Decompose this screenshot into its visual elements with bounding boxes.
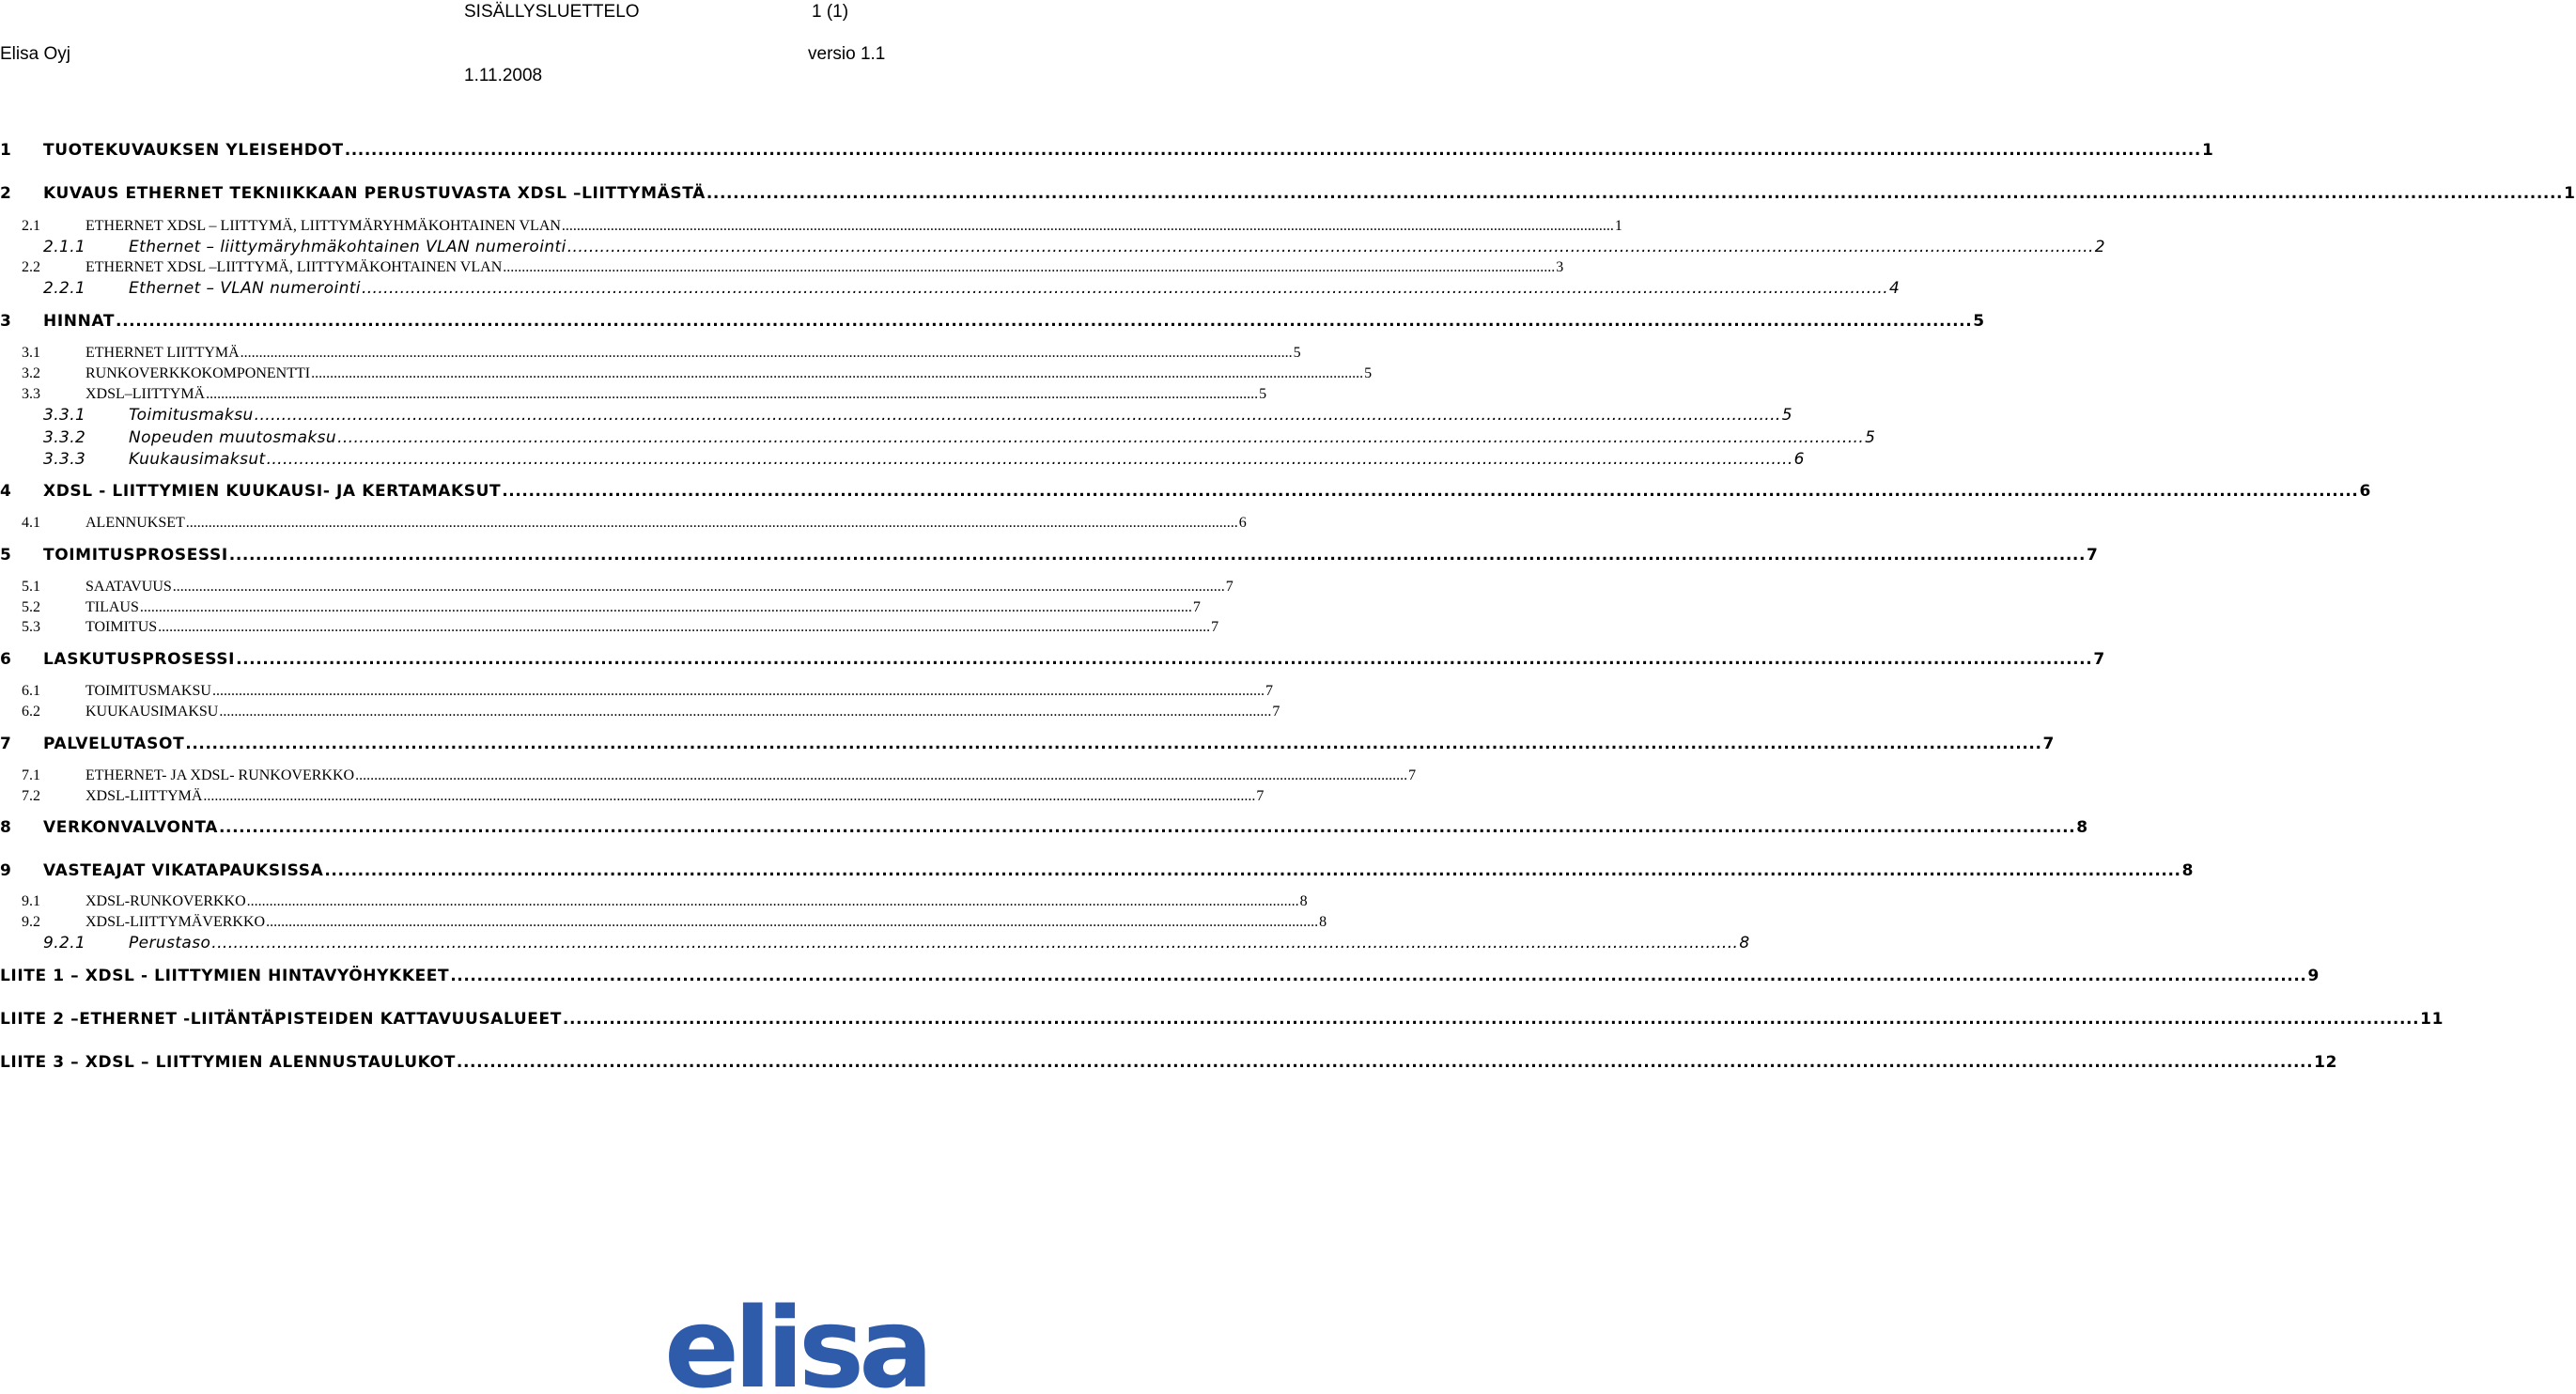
toc-page: 5 — [1364, 365, 1373, 381]
toc-entry[interactable] — [22, 914, 1327, 931]
toc-entry[interactable] — [22, 767, 1417, 784]
toc-title: Perustaso — [129, 934, 211, 953]
toc-title: Ethernet – VLAN numerointi — [129, 279, 361, 298]
toc-page: 7 — [1265, 683, 1273, 699]
toc-entry[interactable] — [22, 893, 1308, 910]
toc-title: LIITE 3 – XDSL – LIITTYMIEN ALENNUSTAULUKOT — [0, 1053, 456, 1072]
toc-page: 6 — [1238, 515, 1247, 531]
page-count: 1 (1) — [812, 2, 849, 22]
toc-leader — [212, 683, 1265, 700]
toc-entry[interactable] — [22, 218, 1622, 235]
toc-number: 3.3 — [22, 386, 40, 402]
toc-number: 6.1 — [22, 683, 40, 699]
toc-leader — [567, 238, 2094, 256]
toc-number: 2 — [0, 184, 12, 203]
toc-entry[interactable] — [22, 345, 1301, 362]
toc-title: SAATAVUUS — [85, 579, 172, 595]
toc-leader — [140, 599, 1192, 616]
toc-title: TUOTEKUVAUKSEN YLEISEHDOT — [43, 141, 344, 160]
toc-number: 5.1 — [22, 579, 40, 595]
toc-page: 7 — [1408, 767, 1417, 783]
toc-leader — [247, 893, 1299, 910]
toc-leader — [229, 546, 2086, 565]
toc-leader — [311, 365, 1363, 382]
toc-entry[interactable] — [0, 1010, 2444, 1029]
toc-entry[interactable] — [0, 482, 2371, 501]
toc-leader — [345, 141, 2201, 160]
toc-number: 5.3 — [22, 619, 40, 635]
toc-entry[interactable] — [22, 704, 1280, 720]
toc-leader — [219, 818, 2075, 837]
toc-page: 5 — [1973, 312, 1985, 331]
toc-page: 7 — [1225, 579, 1234, 595]
toc-leader — [563, 1010, 2419, 1029]
toc-entry[interactable] — [22, 386, 1267, 403]
toc-entry[interactable] — [0, 735, 2055, 753]
document-title: SISÄLLYSLUETTELO — [464, 2, 640, 22]
toc-leader — [450, 967, 2306, 985]
toc-number: 3.3.2 — [43, 428, 86, 447]
toc-page: 7 — [1256, 788, 1265, 804]
toc-leader — [457, 1053, 2313, 1072]
toc-number: 6 — [0, 650, 12, 669]
toc-entry[interactable] — [0, 546, 2099, 565]
toc-leader — [241, 345, 1293, 362]
toc-page: 7 — [2042, 735, 2055, 753]
toc-entry[interactable] — [22, 515, 1247, 532]
toc-title: XDSL-LIITTYMÄ — [85, 788, 203, 804]
toc-title: HINNAT — [43, 312, 116, 331]
toc-leader — [211, 934, 1738, 953]
toc-entry[interactable] — [0, 967, 2320, 985]
toc-page: 6 — [1793, 450, 1805, 469]
toc-number: 3.3.3 — [43, 450, 86, 469]
toc-leader — [206, 386, 1258, 403]
elisa-logo — [662, 1262, 928, 1394]
toc-page: 5 — [1293, 345, 1301, 361]
toc-leader — [116, 312, 1972, 331]
toc-entry[interactable] — [43, 934, 1750, 953]
toc-entry[interactable] — [22, 788, 1265, 805]
toc-leader — [706, 184, 2563, 203]
document-date: 1.11.2008 — [464, 66, 543, 85]
toc-number: 5.2 — [22, 599, 40, 615]
toc-page: 5 — [1781, 406, 1792, 425]
toc-number: 9 — [0, 861, 12, 880]
toc-number: 2.2 — [22, 259, 40, 275]
toc-leader — [562, 218, 1614, 235]
toc-page: 8 — [2076, 818, 2088, 837]
toc-page: 4 — [1889, 279, 1901, 298]
toc-title: XDSL-RUNKOVERKKO — [85, 893, 246, 909]
toc-number: 7.2 — [22, 788, 40, 804]
toc-title: Kuukausimaksut — [129, 450, 266, 469]
toc-page: 2 — [2094, 238, 2106, 256]
toc-entry[interactable] — [0, 1053, 2338, 1072]
toc-leader — [503, 259, 1555, 276]
toc-leader — [173, 579, 1225, 596]
toc-number: 2.1 — [22, 218, 40, 234]
toc-page: 6 — [2359, 482, 2371, 501]
toc-entry[interactable] — [43, 238, 2106, 256]
toc-page: 7 — [2087, 546, 2099, 565]
toc-number: 9.1 — [22, 893, 40, 909]
toc-entry[interactable] — [22, 619, 1219, 636]
toc-page: 8 — [1319, 914, 1327, 930]
toc-page: 12 — [2314, 1053, 2338, 1072]
toc-entry[interactable] — [22, 599, 1201, 616]
toc-title: XDSL–LIITTYMÄ — [85, 386, 206, 402]
toc-page: 9 — [2307, 967, 2320, 985]
toc-entry[interactable] — [0, 184, 2576, 203]
toc-number: 1 — [0, 141, 12, 160]
toc-entry[interactable] — [43, 279, 1901, 298]
toc-leader — [186, 515, 1238, 532]
toc-leader — [502, 482, 2358, 501]
toc-number: 6.2 — [22, 704, 40, 720]
toc-entry[interactable] — [43, 428, 1876, 447]
toc-title: Toimitusmaksu — [129, 406, 254, 425]
toc-leader — [255, 406, 1781, 425]
toc-title: TOIMITUSPROSESSI — [43, 546, 228, 565]
toc-leader — [158, 619, 1210, 636]
toc-number: 8 — [0, 818, 12, 837]
toc-title: ETHERNET LIITTYMÄ — [85, 345, 240, 361]
toc-title: VERKONVALVONTA — [43, 818, 218, 837]
toc-page: 5 — [1259, 386, 1267, 402]
toc-number: 7 — [0, 735, 12, 753]
toc-number: 4 — [0, 482, 12, 501]
toc-number: 3.2 — [22, 365, 40, 381]
toc-number: 4.1 — [22, 515, 40, 531]
toc-number: 5 — [0, 546, 12, 565]
toc-title: ETHERNET XDSL – LIITTYMÄ, LIITTYMÄRYHMÄKOHTAINEN VLAN — [85, 218, 561, 234]
toc-number: 2.1.1 — [43, 238, 86, 256]
toc-page: 3 — [1556, 259, 1564, 275]
toc-page: 1 — [2201, 141, 2214, 160]
toc-page: 8 — [2181, 861, 2195, 880]
toc-leader — [219, 704, 1271, 720]
toc-page: 7 — [1192, 599, 1201, 615]
toc-title: ETHERNET- JA XDSL- RUNKOVERKKO — [85, 767, 355, 783]
toc-title: KUVAUS ETHERNET TEKNIIKKAAN PERUSTUVASTA XDSL –LIITTYMÄSTÄ — [43, 184, 706, 203]
toc-title: LIITE 2 –ETHERNET -LIITÄNTÄPISTEIDEN KATTAVUUSALUEET — [0, 1010, 562, 1029]
toc-page: 8 — [1739, 934, 1750, 953]
toc-title: LASKUTUSPROSESSI — [43, 650, 236, 669]
company-name: Elisa Oyj — [0, 44, 70, 64]
toc-number: 7.1 — [22, 767, 40, 783]
toc-title: ALENNUKSET — [85, 515, 185, 531]
toc-title: RUNKOVERKKOKOMPONENTTI — [85, 365, 311, 381]
toc-title: TOIMITUSMAKSU — [85, 683, 211, 699]
toc-title: PALVELUTASOT — [43, 735, 185, 753]
toc-title: Ethernet – liittymäryhmäkohtainen VLAN numerointi — [129, 238, 566, 256]
toc-page: 1 — [1614, 218, 1622, 234]
toc-leader — [355, 767, 1407, 784]
toc-leader — [236, 650, 2092, 669]
toc-title: VASTEAJAT VIKATAPAUKSISSA — [43, 861, 324, 880]
toc-number: 9.2.1 — [43, 934, 86, 953]
toc-page: 1 — [2564, 184, 2576, 203]
toc-title: XDSL-LIITTYMÄVERKKO — [85, 914, 266, 930]
toc-title: Nopeuden muutosmaksu — [129, 428, 337, 447]
toc-leader — [267, 450, 1793, 469]
toc-number: 3 — [0, 312, 12, 331]
toc-title: TILAUS — [85, 599, 139, 615]
toc-number: 9.2 — [22, 914, 40, 930]
toc-leader — [266, 914, 1318, 931]
toc-leader — [362, 279, 1888, 298]
toc-number: 2.2.1 — [43, 279, 86, 298]
toc-entry[interactable] — [0, 861, 2195, 880]
toc-leader — [324, 861, 2180, 880]
toc-entry[interactable] — [22, 365, 1373, 382]
toc-page: 5 — [1865, 428, 1876, 447]
toc-page: 7 — [1272, 704, 1280, 720]
toc-entry[interactable] — [0, 312, 1985, 331]
version-label: versio 1.1 — [808, 44, 886, 64]
toc-page: 7 — [2093, 650, 2105, 669]
toc-page: 7 — [1211, 619, 1219, 635]
toc-number: 3.1 — [22, 345, 40, 361]
toc-title: KUUKAUSIMAKSU — [85, 704, 219, 720]
toc-title: LIITE 1 – XDSL - LIITTYMIEN HINTAVYÖHYKKEET — [0, 967, 450, 985]
toc-entry[interactable] — [0, 141, 2214, 160]
logo-wordmark: elisa — [664, 1283, 928, 1394]
toc-entry[interactable] — [43, 406, 1792, 425]
toc-entry[interactable] — [0, 818, 2088, 837]
toc-title: TOIMITUS — [85, 619, 158, 635]
toc-page: 8 — [1299, 893, 1308, 909]
toc-leader — [203, 788, 1255, 805]
toc-entry[interactable] — [22, 259, 1564, 276]
toc-page: 11 — [2420, 1010, 2444, 1029]
toc-entry[interactable] — [0, 650, 2105, 669]
toc-entry[interactable] — [22, 683, 1273, 700]
toc-number: 3.3.1 — [43, 406, 86, 425]
toc-leader — [185, 735, 2041, 753]
toc-title: XDSL - LIITTYMIEN KUUKAUSI- JA KERTAMAKSUT — [43, 482, 502, 501]
toc-title: ETHERNET XDSL –LIITTYMÄ, LIITTYMÄKOHTAINEN VLAN — [85, 259, 503, 275]
toc-entry[interactable] — [43, 450, 1805, 469]
toc-leader — [337, 428, 1864, 447]
toc-entry[interactable] — [22, 579, 1234, 596]
